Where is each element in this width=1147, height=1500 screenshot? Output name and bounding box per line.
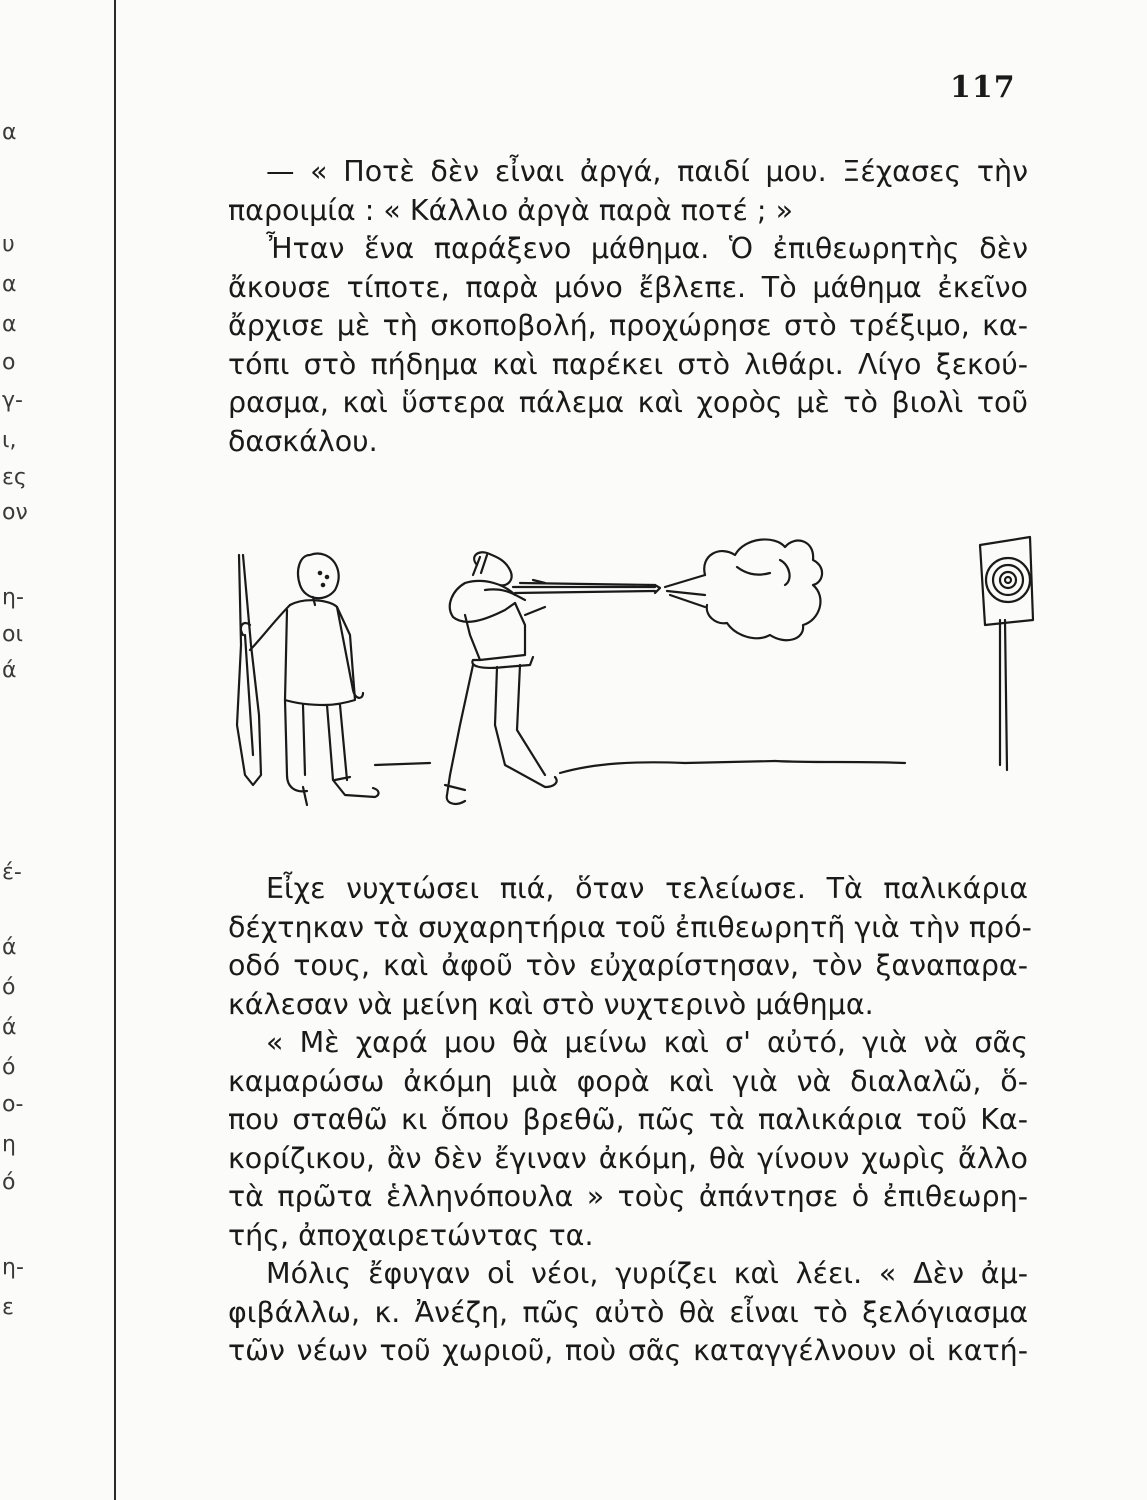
text-line: ἄρχισε μὲ τὴ σκοποβολή, προχώρησε στὸ τρέξιμο, κα- bbox=[228, 309, 1028, 342]
smoke-cloud-drawing bbox=[665, 539, 822, 640]
text-line: φιβάλλω, κ. Ἀνέζη, πῶς αὐτὸ θὰ εἶναι τὸ ξελόγιασμα bbox=[228, 1295, 1028, 1329]
text-line: Ἦταν ἕνα παράξενο μάθημα. Ὁ ἐπιθεωρητὴς δὲν bbox=[266, 232, 1028, 265]
text-line: Μόλις ἔφυγαν οἱ νέοι, γυρίζει καὶ λέει. « Δὲν ἀμ- bbox=[266, 1257, 1028, 1290]
top-paragraphs bbox=[228, 153, 1028, 461]
margin-fragment: ε bbox=[2, 1295, 14, 1320]
shooting-boy-drawing bbox=[445, 552, 660, 804]
text-line: « Μὲ χαρά μου θὰ μείνω καὶ σ' αὐτό, γιὰ νὰ σᾶς bbox=[266, 1026, 1028, 1059]
margin-fragment: οι bbox=[2, 622, 23, 647]
margin-fragment: ά bbox=[2, 1015, 17, 1040]
text-line: τῶν νέων τοῦ χωριοῦ, ποὺ σᾶς καταγγέλνουν οἱ κατή- bbox=[228, 1334, 1028, 1367]
margin-fragment: ι, bbox=[2, 428, 17, 453]
margin-fragment: έ- bbox=[2, 860, 22, 885]
text-line: ἄκουσε τίποτε, παρὰ μόνο ἔβλεπε. Τὸ μάθημα ἐκεῖνο bbox=[228, 270, 1028, 304]
shooting-practice-illustration bbox=[215, 525, 1035, 825]
text-line: παροιμία : « Κάλλιο ἀργὰ παρὰ ποτέ ; » bbox=[228, 193, 794, 227]
margin-fragment: ον bbox=[2, 500, 28, 525]
margin-fragment: η- bbox=[2, 585, 24, 610]
text-line: τὰ πρῶτα ἑλληνόπουλα » τοὺς ἀπάντησε ὁ ἐπιθεωρη- bbox=[228, 1180, 1028, 1213]
margin-fragment: ά bbox=[2, 658, 17, 683]
margin-fragment: γ- bbox=[2, 388, 23, 413]
margin-fragment: υ bbox=[2, 232, 15, 257]
text-line: καμαρώσω ἀκόμη μιὰ φορὰ καὶ γιὰ νὰ διαλαλῶ, ὅ- bbox=[228, 1064, 1028, 1098]
margin-fragment: η- bbox=[2, 1255, 24, 1280]
margin-fragment: ο- bbox=[2, 1092, 24, 1117]
text-line: οδό τους, καὶ ἀφοῦ τὸν εὐχαρίστησαν, τὸν ξαναπαρα- bbox=[228, 949, 1028, 982]
text-line: κάλεσαν νὰ μείνη καὶ στὸ νυχτερινὸ μάθημα. bbox=[228, 987, 874, 1021]
text-line: τής, ἀποχαιρετώντας τα. bbox=[228, 1218, 594, 1252]
ground-lines-drawing bbox=[335, 761, 905, 780]
bottom-paragraphs bbox=[228, 870, 1032, 1371]
text-line: κορίζικου, ἂν δὲν ἔγιναν ἀκόμη, θὰ γίνουν χωρὶς ἄλλο bbox=[228, 1141, 1028, 1175]
margin-fragment: α bbox=[2, 272, 17, 297]
page-number: 117 bbox=[950, 70, 1016, 105]
text-line: — « Ποτὲ δὲν εἶναι ἀργά, παιδί μου. Ξέχασες τὴν bbox=[266, 155, 1028, 188]
margin-fragment: ό bbox=[2, 975, 16, 1000]
text-line: Εἶχε νυχτώσει πιά, ὅταν τελείωσε. Τὰ παλικάρια bbox=[266, 872, 1028, 905]
target-drawing bbox=[980, 537, 1033, 770]
margin-fragment: ο bbox=[2, 350, 16, 375]
margin-fragment: ες bbox=[2, 465, 27, 490]
text-line: δασκάλου. bbox=[228, 424, 378, 458]
margin-fragment: ό bbox=[2, 1170, 16, 1195]
text-line: ρασμα, καὶ ὕστερα πάλεμα καὶ χορὸς μὲ τὸ βιολὶ τοῦ bbox=[228, 386, 1028, 419]
margin-fragment: η bbox=[2, 1132, 16, 1157]
text-line: δέχτηκαν τὰ συχαρητήρια τοῦ ἐπιθεωρητῆ γιὰ τὴν πρό- bbox=[228, 910, 1032, 944]
text-line: τόπι στὸ πήδημα καὶ παρέκει στὸ λιθάρι. Λίγο ξεκού- bbox=[228, 347, 1028, 381]
text-line: που σταθῶ κι ὅπου βρεθῶ, πῶς τὰ παλικάρια τοῦ Κα- bbox=[228, 1103, 1028, 1136]
margin-fragment: ά bbox=[2, 935, 17, 960]
standing-boy-drawing bbox=[237, 554, 379, 806]
margin-fragment: α bbox=[2, 120, 17, 145]
margin-fragment: ό bbox=[2, 1055, 16, 1080]
margin-fragment: α bbox=[2, 312, 17, 337]
gutter-line bbox=[114, 0, 116, 1500]
left-page-fragments bbox=[0, 0, 40, 1500]
